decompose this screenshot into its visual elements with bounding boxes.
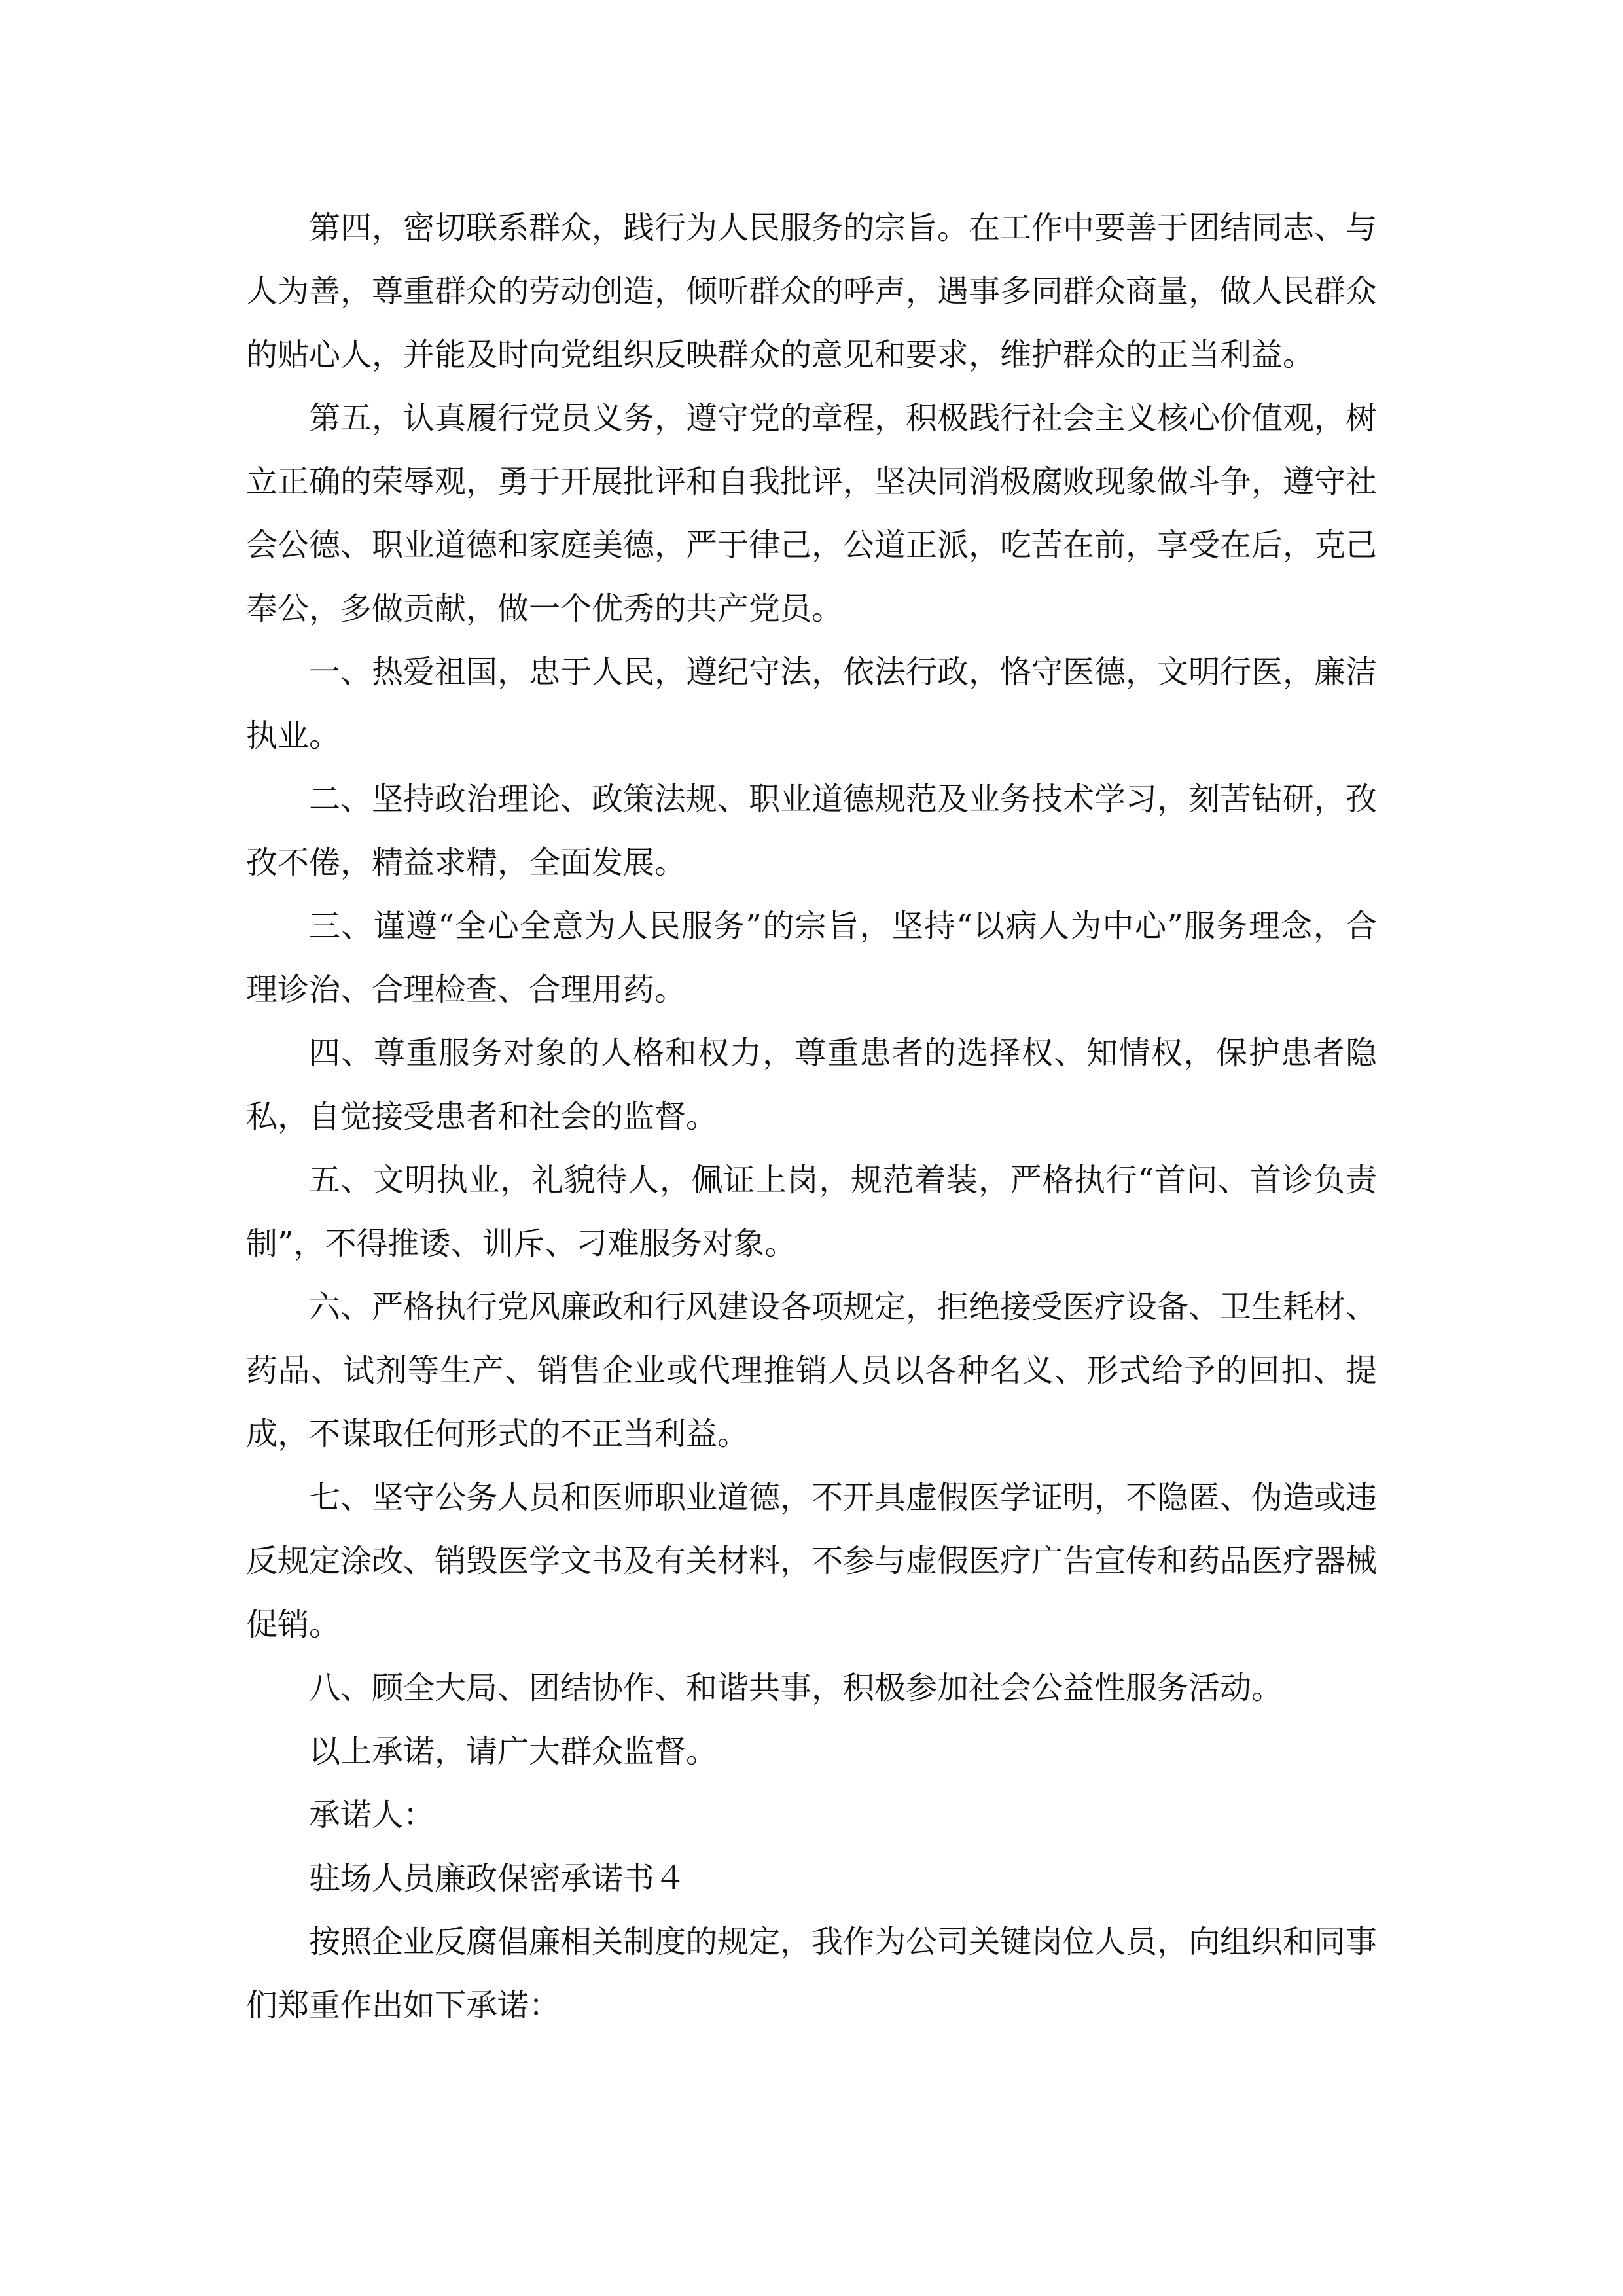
pledge-item-3: 三、谨遵“全心全意为人民服务”的宗旨，坚持“以病人为中心”服务理念，合理诊治、合理检查、合理用药。 bbox=[246, 908, 1377, 1008]
pledge-item-7: 七、坚守公务人员和医师职业道德，不开具虚假医学证明，不隐匿、伪造或违反规定涂改、销毁医学文书及有关材料，不参与虚假医疗广告宣传和药品医疗器械促销。 bbox=[246, 1479, 1378, 1643]
paragraph-item-5: 第五，认真履行党员义务，遵守党的章程，积极践行社会主义核心价值观，树立正确的荣辱观，勇于开展批评和自我批评，坚决同消极腐败现象做斗争，遵守社会公德、职业道德和家庭美德，严于律己，公道正派，吃苦在前，享受在后，克己奉公，多做贡献，做一个优秀的共产党员。 bbox=[246, 400, 1378, 627]
pledger-label: 承诺人： bbox=[309, 1797, 435, 1833]
pledge-item-1: 一、热爱祖国，忠于人民，遵纪守法，依法行政，恪守医德，文明行医，廉洁执业。 bbox=[246, 654, 1378, 754]
intro-paragraph: 按照企业反腐倡廉相关制度的规定，我作为公司关键岗位人员，向组织和同事们郑重作出如下承诺： bbox=[246, 1924, 1378, 2024]
paragraph-item-4: 第四，密切联系群众，践行为人民服务的宗旨。在工作中要善于团结同志、与人为善，尊重群众的劳动创造，倾听群众的呼声，遇事多同群众商量，做人民群众的贴心人，并能及时向党组织反映群众的意见和要求，维护群众的正当利益。 bbox=[246, 209, 1378, 373]
pledge-item-2: 二、坚持政治理论、政策法规、职业道德规范及业务技术学习，刻苦钻研，孜孜不倦，精益求精，全面发展。 bbox=[246, 781, 1378, 881]
pledge-item-8: 八、顾全大局、团结协作、和谐共事，积极参加社会公益性服务活动。 bbox=[309, 1670, 1283, 1706]
section-title: 驻场人员廉政保密承诺书４ bbox=[309, 1860, 687, 1897]
document-body bbox=[246, 196, 1377, 2037]
supervision-note: 以上承诺，请广大群众监督。 bbox=[309, 1733, 718, 1770]
pledge-item-5: 五、文明执业，礼貌待人，佩证上岗，规范着装，严格执行“首问、首诊负责制”，不得推诿、训斥、刁难服务对象。 bbox=[246, 1162, 1377, 1262]
pledge-item-6: 六、严格执行党风廉政和行风建设各项规定，拒绝接受医疗设备、卫生耗材、药品、试剂等生产、销售企业或代理推销人员以各种名义、形式给予的回扣、提成，不谋取任何形式的不正当利益。 bbox=[246, 1289, 1378, 1452]
pledge-item-4: 四、尊重服务对象的人格和权力，尊重患者的选择权、知情权，保护患者隐私，自觉接受患者和社会的监督。 bbox=[246, 1035, 1377, 1135]
